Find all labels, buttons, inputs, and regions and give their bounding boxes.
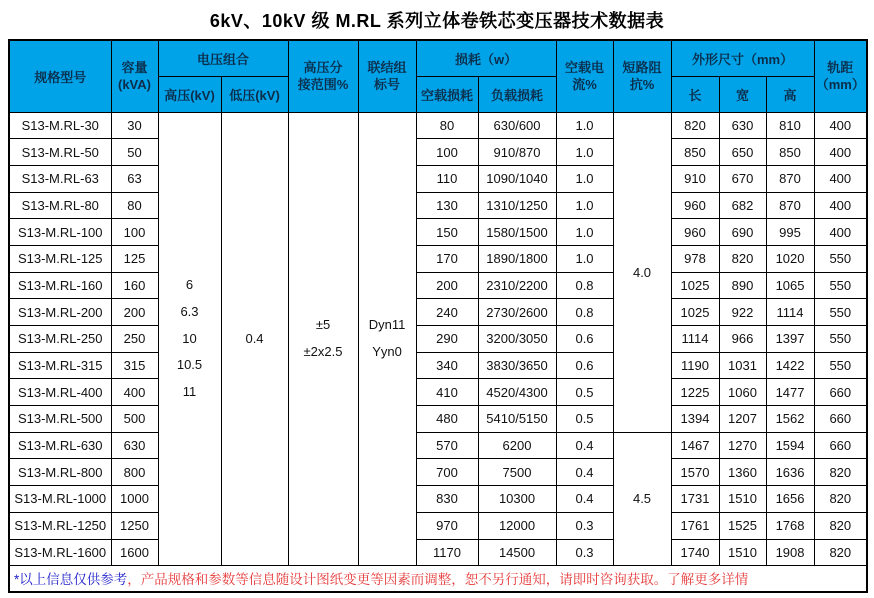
connection-value: Dyn11 [368,317,406,333]
table-row [9,112,867,139]
cell-length: 978 [671,245,719,272]
cell-track: 550 [814,326,867,353]
cell-load-loss: 1310/1250 [478,192,556,219]
col-header-tap-range [288,40,358,112]
cell-length: 850 [671,139,719,166]
cell-no-load-loss: 480 [416,406,478,433]
cell-no-load-current: 1.0 [556,192,613,219]
cell-load-loss: 14500 [478,539,556,566]
cell-load-loss: 10300 [478,486,556,513]
cell-impedance-merged: 4.0 [613,112,671,432]
col-header-tap-range-line2: 接范围% [297,77,349,93]
cell-model: S13-M.RL-80 [9,192,111,219]
cell-capacity: 80 [111,192,158,219]
col-header-track-line1: 轨距 [827,60,854,76]
hv-value: 11 [182,383,197,399]
col-header-connection-line2: 标号 [374,77,401,93]
cell-capacity: 400 [111,379,158,406]
cell-length: 1394 [671,406,719,433]
table-row [9,165,867,192]
col-header-connection [358,40,416,112]
cell-width: 922 [719,299,766,326]
tap-value: ±2x2.5 [303,343,343,359]
cell-width: 1510 [719,539,766,566]
table-row [9,459,867,486]
footer-row [9,566,867,592]
cell-height: 1477 [766,379,814,406]
table-row [9,512,867,539]
cell-model: S13-M.RL-500 [9,406,111,433]
cell-width: 1060 [719,379,766,406]
cell-capacity: 500 [111,406,158,433]
cell-model: S13-M.RL-200 [9,299,111,326]
cell-track: 660 [814,406,867,433]
cell-track: 820 [814,512,867,539]
table-footer [9,566,867,592]
hv-value: 6.3 [180,303,199,319]
cell-no-load-current: 1.0 [556,165,613,192]
cell-width: 1270 [719,432,766,459]
cell-capacity: 30 [111,112,158,139]
cell-capacity: 250 [111,326,158,353]
footer-note [9,566,867,592]
col-header-voltage-combo: 电压组合 [158,40,288,76]
cell-load-loss: 4520/4300 [478,379,556,406]
table-header [9,40,867,112]
col-header-no-load-current-line1: 空载电 [565,60,605,76]
cell-track: 550 [814,272,867,299]
col-header-model: 规格型号 [9,40,111,112]
cell-height: 1114 [766,299,814,326]
cell-height: 1422 [766,352,814,379]
cell-height: 1397 [766,326,814,353]
cell-height: 870 [766,192,814,219]
cell-length: 960 [671,192,719,219]
cell-no-load-loss: 340 [416,352,478,379]
cell-track: 550 [814,352,867,379]
col-header-capacity [111,40,158,112]
col-header-no-load-current [556,40,613,112]
col-header-load-loss: 负载损耗 [478,76,556,112]
cell-no-load-loss: 700 [416,459,478,486]
cell-load-loss: 3830/3650 [478,352,556,379]
header-row-1 [9,40,867,76]
col-header-no-load-loss: 空载损耗 [416,76,478,112]
cell-width: 820 [719,245,766,272]
cell-height: 850 [766,139,814,166]
hv-value: 6 [185,277,194,293]
cell-track: 820 [814,459,867,486]
col-header-track-line2: （mm） [815,77,865,93]
cell-model: S13-M.RL-1250 [9,512,111,539]
table-row [9,245,867,272]
cell-no-load-current: 1.0 [556,245,613,272]
cell-track: 400 [814,192,867,219]
table-row [9,379,867,406]
cell-no-load-loss: 290 [416,326,478,353]
cell-capacity: 125 [111,245,158,272]
cell-load-loss: 5410/5150 [478,406,556,433]
cell-no-load-loss: 410 [416,379,478,406]
table-row [9,219,867,246]
cell-load-loss: 1090/1040 [478,165,556,192]
cell-length: 1025 [671,299,719,326]
cell-capacity: 100 [111,219,158,246]
cell-height: 1636 [766,459,814,486]
cell-model: S13-M.RL-315 [9,352,111,379]
cell-model: S13-M.RL-63 [9,165,111,192]
cell-track: 400 [814,139,867,166]
spec-table [8,39,868,593]
col-header-loss: 损耗（w） [416,40,556,76]
col-header-width: 宽 [719,76,766,112]
cell-track: 400 [814,219,867,246]
col-header-impedance [613,40,671,112]
cell-height: 995 [766,219,814,246]
cell-track: 820 [814,539,867,566]
col-header-tap-range-line1: 高压分 [303,60,343,76]
cell-no-load-loss: 570 [416,432,478,459]
footer-note-blue: *以上信息仅供参考 [14,572,128,588]
cell-width: 890 [719,272,766,299]
cell-width: 1525 [719,512,766,539]
cell-no-load-loss: 170 [416,245,478,272]
cell-width: 1510 [719,486,766,513]
cell-no-load-loss: 200 [416,272,478,299]
cell-height: 1908 [766,539,814,566]
cell-height: 1020 [766,245,814,272]
cell-capacity: 200 [111,299,158,326]
table-row [9,539,867,566]
cell-capacity: 630 [111,432,158,459]
cell-no-load-loss: 830 [416,486,478,513]
cell-model: S13-M.RL-400 [9,379,111,406]
cell-no-load-loss: 1170 [416,539,478,566]
cell-capacity: 1600 [111,539,158,566]
cell-width: 630 [719,112,766,139]
cell-no-load-current: 0.5 [556,406,613,433]
cell-track: 400 [814,165,867,192]
cell-no-load-loss: 80 [416,112,478,139]
cell-track: 660 [814,432,867,459]
cell-height: 1562 [766,406,814,433]
cell-height: 1065 [766,272,814,299]
table-row [9,406,867,433]
cell-capacity: 1000 [111,486,158,513]
cell-no-load-current: 0.3 [556,539,613,566]
cell-length: 910 [671,165,719,192]
cell-load-loss: 12000 [478,512,556,539]
cell-no-load-current: 0.4 [556,486,613,513]
cell-connection-merged [358,112,416,566]
cell-length: 1740 [671,539,719,566]
cell-load-loss: 910/870 [478,139,556,166]
cell-width: 1207 [719,406,766,433]
cell-capacity: 1250 [111,512,158,539]
cell-length: 1761 [671,512,719,539]
cell-length: 960 [671,219,719,246]
cell-lv-merged: 0.4 [221,112,288,566]
cell-tap-merged [288,112,358,566]
page-title: 6kV、10kV 级 M.RL 系列立体卷铁芯变压器技术数据表 [209,11,665,31]
cell-no-load-current: 1.0 [556,219,613,246]
table-row [9,192,867,219]
cell-width: 966 [719,326,766,353]
table-row [9,352,867,379]
cell-model: S13-M.RL-160 [9,272,111,299]
col-header-dimensions: 外形尺寸（mm） [671,40,814,76]
cell-model: S13-M.RL-630 [9,432,111,459]
cell-width: 690 [719,219,766,246]
cell-track: 550 [814,299,867,326]
cell-width: 650 [719,139,766,166]
cell-length: 1225 [671,379,719,406]
cell-no-load-loss: 100 [416,139,478,166]
cell-model: S13-M.RL-800 [9,459,111,486]
col-header-track [814,40,867,112]
table-row [9,272,867,299]
cell-length: 1467 [671,432,719,459]
footer-note-red: ，产品规格和参数等信息随设计图纸变更等因素而调整，恕不另行通知，请即时咨询获取。 [127,572,668,588]
cell-no-load-current: 0.8 [556,299,613,326]
col-header-connection-line1: 联结组 [367,60,407,76]
cell-model: S13-M.RL-125 [9,245,111,272]
cell-hv-merged [158,112,221,566]
cell-height: 1768 [766,512,814,539]
cell-no-load-current: 0.5 [556,379,613,406]
hv-value: 10.5 [176,357,203,373]
cell-no-load-current: 0.4 [556,459,613,486]
cell-load-loss: 1580/1500 [478,219,556,246]
cell-model: S13-M.RL-30 [9,112,111,139]
cell-load-loss: 1890/1800 [478,245,556,272]
cell-width: 670 [719,165,766,192]
cell-no-load-current: 0.6 [556,352,613,379]
cell-length: 1025 [671,272,719,299]
cell-width: 682 [719,192,766,219]
cell-height: 1656 [766,486,814,513]
col-header-impedance-line2: 抗% [629,77,655,93]
table-row [9,139,867,166]
cell-track: 550 [814,245,867,272]
cell-no-load-current: 0.6 [556,326,613,353]
table-row [9,326,867,353]
table-body [9,112,867,566]
cell-capacity: 50 [111,139,158,166]
cell-length: 1114 [671,326,719,353]
hv-value: 10 [182,330,197,346]
cell-load-loss: 630/600 [478,112,556,139]
cell-no-load-loss: 130 [416,192,478,219]
table-row [9,432,867,459]
cell-load-loss: 2730/2600 [478,299,556,326]
cell-capacity: 160 [111,272,158,299]
cell-track: 820 [814,486,867,513]
cell-model: S13-M.RL-100 [9,219,111,246]
cell-model: S13-M.RL-1600 [9,539,111,566]
cell-width: 1031 [719,352,766,379]
cell-capacity: 63 [111,165,158,192]
cell-load-loss: 7500 [478,459,556,486]
col-header-hv: 高压(kV) [158,76,221,112]
cell-no-load-loss: 240 [416,299,478,326]
cell-no-load-current: 1.0 [556,139,613,166]
table-row [9,486,867,513]
cell-capacity: 800 [111,459,158,486]
tap-value: ±5 [315,317,331,333]
cell-load-loss: 3200/3050 [478,326,556,353]
cell-length: 1570 [671,459,719,486]
cell-length: 820 [671,112,719,139]
col-header-no-load-current-line2: 流% [572,77,597,93]
cell-length: 1731 [671,486,719,513]
cell-model: S13-M.RL-1000 [9,486,111,513]
cell-height: 870 [766,165,814,192]
cell-no-load-current: 0.3 [556,512,613,539]
cell-load-loss: 2310/2200 [478,272,556,299]
cell-height: 1594 [766,432,814,459]
connection-value: Yyn0 [372,343,402,359]
col-header-lv: 低压(kV) [221,76,288,112]
cell-model: S13-M.RL-50 [9,139,111,166]
cell-no-load-current: 0.8 [556,272,613,299]
cell-track: 660 [814,379,867,406]
cell-track: 400 [814,112,867,139]
cell-no-load-current: 0.4 [556,432,613,459]
cell-impedance-merged: 4.5 [613,432,671,565]
cell-load-loss: 6200 [478,432,556,459]
cell-width: 1360 [719,459,766,486]
cell-capacity: 315 [111,352,158,379]
col-header-length: 长 [671,76,719,112]
col-header-capacity-line2: (kVA) [118,77,151,93]
more-details-link[interactable]: 了解更多详情 [667,572,749,588]
table-row [9,299,867,326]
cell-model: S13-M.RL-250 [9,326,111,353]
cell-no-load-loss: 110 [416,165,478,192]
cell-length: 1190 [671,352,719,379]
cell-no-load-loss: 150 [416,219,478,246]
col-header-height: 高 [766,76,814,112]
col-header-impedance-line1: 短路阻 [622,60,662,76]
cell-no-load-current: 1.0 [556,112,613,139]
col-header-capacity-line1: 容量 [121,60,148,76]
cell-no-load-loss: 970 [416,512,478,539]
cell-height: 810 [766,112,814,139]
